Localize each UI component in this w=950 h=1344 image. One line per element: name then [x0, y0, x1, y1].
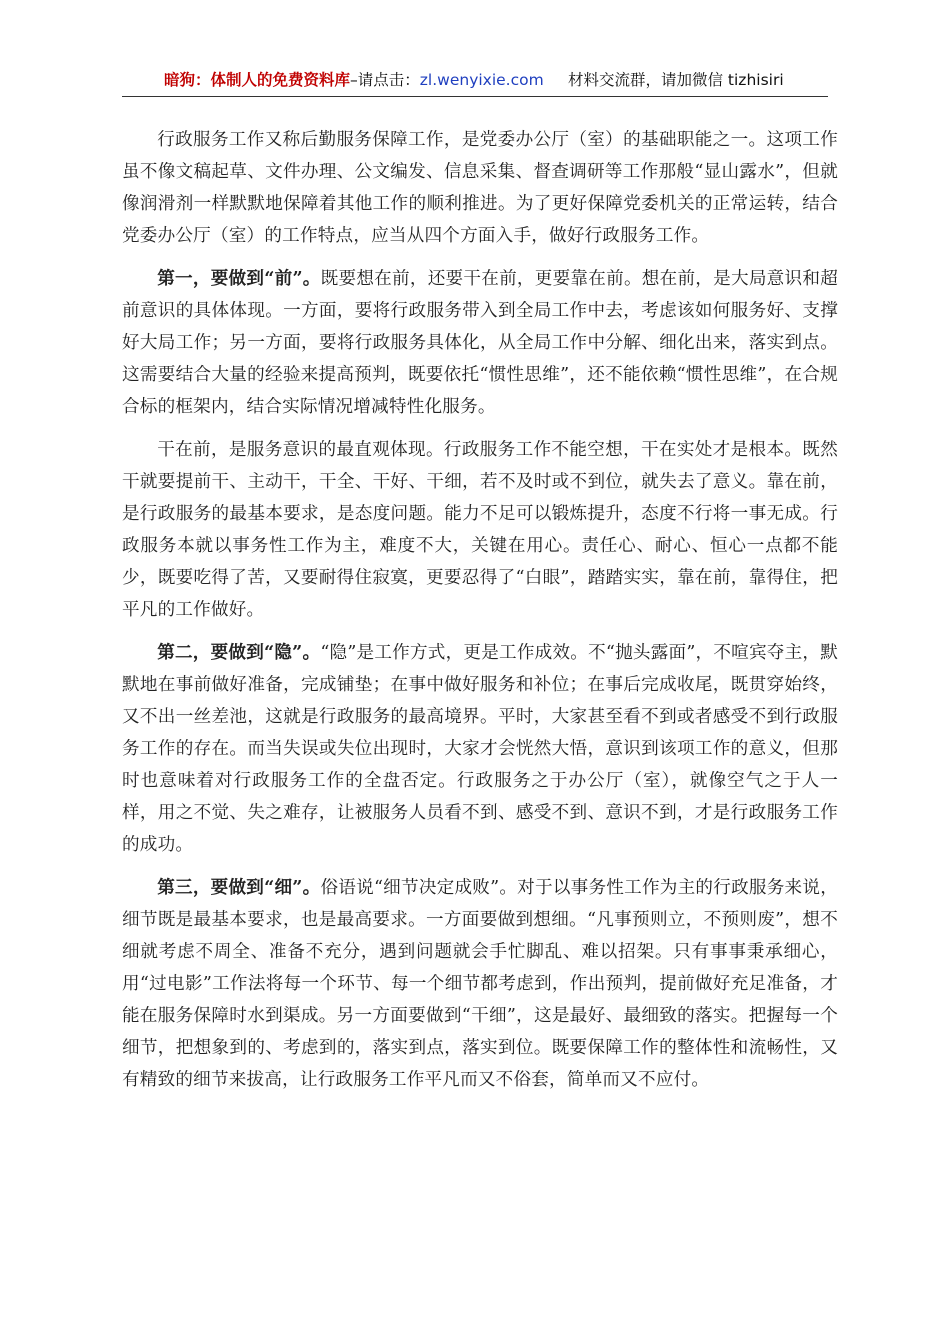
paragraph-text: 既要想在前，还要干在前，更要靠在前。想在前，是大局意识和超前意识的具体体现。一方面，要将行政服务带入到全局工作中去，考虑该如何服务好、支撑好大局工作；另一方面，要将行政服务具体化，从全局工作中分解、细化出来，落实到点。这需要结合大量的经验来提高预判，既要依托“惯性思维”，还不能依赖“惯性思维”，在合规合标的框架内，结合实际情况增减特性化服务。 — [122, 269, 838, 417]
paragraph-heading: 第一，要做到“前”。 — [157, 268, 321, 289]
paragraph-intro — [122, 124, 838, 252]
wechat-note: 材料交流群，请加微信 tizhisiri — [568, 71, 784, 89]
click-label: –请点击： — [350, 71, 420, 89]
paragraph-third-point — [122, 872, 838, 1096]
paragraph-heading: 第三，要做到“细”。 — [157, 877, 321, 898]
paragraph-text: 干在前，是服务意识的最直观体现。行政服务工作不能空想，干在实处才是根本。既然干就要提前干、主动干，干全、干好、干细，若不及时或不到位，就失去了意义。靠在前，是行政服务的最基本要求，是态度问题。能力不足可以锻炼提升，态度不行将一事无成。行政服务本就以事务性工作为主，难度不大，关键在用心。责任心、耐心、恒心一点都不能少，既要吃得了苦，又要耐得住寂寞，更要忍得了“白眼”，踏踏实实，靠在前，靠得住，把平凡的工作做好。 — [122, 440, 838, 620]
site-url-link[interactable]: zl.wenyixie.com — [419, 71, 544, 89]
paragraph-first-point — [122, 263, 838, 423]
paragraph-text: 俗语说“细节决定成败”。对于以事务性工作为主的行政服务来说，细节既是最基本要求，也是最高要求。一方面要做到想细。“凡事预则立，不预则废”，想不细就考虑不周全、准备不充分，遇到问题就会手忙脚乱、难以招架。只有事事秉承细心，用“过电影”工作法将每一个环节、每一个细节都考虑到，作出预判，提前做好充足准备，才能在服务保障时水到渠成。另一方面要做到“干细”，这是最好、最细致的落实。把握每一个细节，把想象到的、考虑到的，落实到点，落实到位。既要保障工作的整体性和流畅性，又有精致的细节来拔高，让行政服务工作平凡而又不俗套，简单而又不应付。 — [122, 878, 838, 1090]
site-name[interactable]: 暗狗：体制人的免费资料库 — [164, 71, 351, 89]
paragraph-first-point-cont — [122, 434, 838, 626]
paragraph-second-point — [122, 637, 838, 861]
paragraph-text: “隐”是工作方式，更是工作成效。不“抛头露面”，不喧宾夺主，默默地在事前做好准备，完成铺垫；在事中做好服务和补位；在事后完成收尾，既贯穿始终，又不出一丝差池，这就是行政服务的最高境界。平时，大家甚至看不到或者感受不到行政服务工作的存在。而当失误或失位出现时，大家才会恍然大悟，意识到该项工作的意义，但那时也意味着对行政服务工作的全盘否定。行政服务之于办公厅（室），就像空气之于人一样，用之不觉、失之难存，让被服务人员看不到、感受不到、意识不到，才是行政服务工作的成功。 — [122, 643, 838, 855]
paragraph-text: 行政服务工作又称后勤服务保障工作，是党委办公厅（室）的基础职能之一。这项工作虽不像文稿起草、文件办理、公文编发、信息采集、督查调研等工作那般“显山露水”，但就像润滑剂一样默默地保障着其他工作的顺利推进。为了更好保障党委机关的正常运转，结合党委办公厅（室）的工作特点，应当从四个方面入手，做好行政服务工作。 — [122, 130, 838, 246]
header-left — [164, 66, 544, 94]
article-body — [122, 124, 838, 1107]
page-header — [122, 66, 828, 97]
paragraph-heading: 第二，要做到“隐”。 — [157, 642, 321, 663]
